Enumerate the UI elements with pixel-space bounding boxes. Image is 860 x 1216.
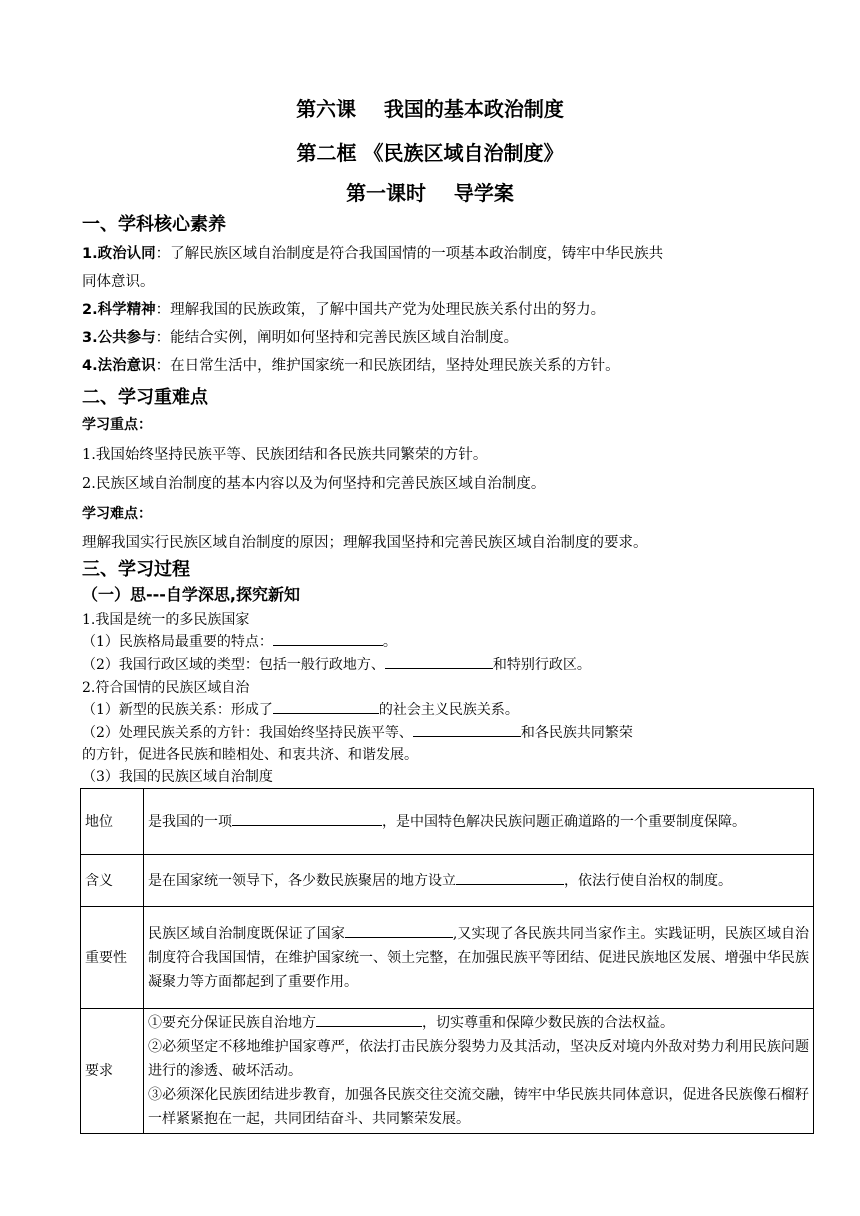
autonomy-system-table [80,788,814,1134]
q2-2-end: 和各民族共同繁荣 [520,725,633,741]
row-label-importance: 重要性 [81,907,144,1009]
requirement-2: ②必须坚定不移地维护国家尊严，依法打击民族分裂势力及其活动，坚决反对境内外敌对势力利用民族问题进行的渗透、破坏活动。 [148,1039,809,1079]
q2-3: （3）我国的民族区域自治制度 [82,769,273,785]
req1-text-a: ①要充分保证民族自治地方 [148,1015,316,1031]
q2-2-text: （2）处理民族关系的方针：我国始终坚持民族平等、 [82,725,413,741]
q2-2-cont: 的方针，促进各民族和睦相处、和衷共济、和谐发展。 [82,747,418,763]
q1-1 [82,631,397,651]
q1-1-blank[interactable] [273,631,383,646]
row-content-meaning [144,855,814,907]
literacy-item-2 [82,298,605,319]
row-content-status [144,789,814,855]
key-points-label: 学习重点： [82,417,152,433]
q1-2-text: （2）我国行政区域的类型：包括一般行政地方、 [82,657,385,673]
literacy-item-4 [82,354,620,375]
literacy-item-3 [82,326,518,347]
q1-2-blank[interactable] [385,654,493,669]
status-text-a: 是我国的一项 [148,813,232,830]
req1-text-b: ，切实尊重和保障少数民族的合法权益。 [422,1015,674,1031]
row-label-meaning: 含义 [81,855,144,907]
literacy-text-3: ：能结合实例，阐明如何坚持和完善民族区域自治制度。 [155,330,519,346]
importance-text-a: 民族区域自治制度既保证了国家 [148,925,345,942]
q1-title: 1.我国是统一的多民族国家 [82,612,250,628]
literacy-text-1: ：了解民族区域自治制度是符合我国国情的一项基本政治制度，铸牢中华民族共 [155,246,664,262]
frame-title: 第二框 《民族区域自治制度》 [296,141,564,165]
requirement-1 [148,1011,809,1035]
q1-2 [82,654,591,674]
q1-1-text: （1）民族格局最重要的特点： [82,634,273,650]
q1-2-end: 和特别行政区。 [492,657,591,673]
section3-heading: 三、学习过程 [82,559,190,580]
importance-text-b: ,又实现了各民族共同当家作主。实践证明，民族区域自治制度符合我国国情，在维护国家统一、领土完整，在加强民族平等团结、促进民族地区发展、增强中华民族凝聚力等方面都起到了重要作用。 [148,925,810,990]
q2-2-blank[interactable] [413,722,521,737]
section2-heading: 二、学习重难点 [82,387,208,408]
q2-1-blank[interactable] [273,699,379,714]
literacy-label-3: 3.公共参与 [82,330,156,346]
requirement-blank[interactable] [316,1012,422,1027]
section1-heading: 一、学科核心素养 [82,214,226,235]
literacy-text-4: ：在日常生活中，维护国家统一和民族团结，坚持处理民族关系的方针。 [155,358,620,374]
status-text-b: ，是中国特色解决民族问题正确道路的一个重要制度保障。 [382,813,746,830]
literacy-item-1-cont: 同体意识。 [82,274,155,290]
table-row [81,907,814,1009]
difficulty-text: 理解我国实行民族区域自治制度的原因；理解我国坚持和完善民族区域自治制度的要求。 [82,535,648,551]
row-label-requirements: 要求 [81,1009,144,1134]
literacy-label-2: 2.科学精神 [82,302,156,318]
difficulty-label: 学习难点： [82,506,152,522]
key-point-2: 2.民族区域自治制度的基本内容以及为何坚持和完善民族区域自治制度。 [82,476,546,492]
q2-1-text: （1）新型的民族关系：形成了 [82,702,273,718]
importance-blank[interactable] [345,923,453,938]
literacy-item-1 [82,242,663,263]
table-row [81,789,814,855]
literacy-label-4: 4.法治意识 [82,358,156,374]
meaning-blank[interactable] [456,870,564,885]
requirement-3: ③必须深化民族团结进步教育，加强各民族交往交流交融，铸牢中华民族共同体意识，促进各民族像石榴籽一样紧紧抱在一起，共同团结奋斗、共同繁荣发展。 [148,1087,809,1127]
think-subheading: （一）思---自学深思,探究新知 [82,585,301,604]
q2-1 [82,699,519,719]
row-label-status: 地位 [81,789,144,855]
lesson-title: 第六课 我国的基本政治制度 [296,97,564,121]
table-row [81,1009,814,1134]
q2-title: 2.符合国情的民族区域自治 [82,680,250,696]
status-blank[interactable] [232,811,382,826]
q2-1-end: 的社会主义民族关系。 [378,702,519,718]
table-row [81,855,814,907]
literacy-text-2: ：理解我国的民族政策，了解中国共产党为处理民族关系付出的努力。 [155,302,606,318]
row-content-requirements [144,1009,814,1134]
q1-1-end: 。 [382,634,397,650]
literacy-label-1: 1.政治认同 [82,246,156,262]
row-content-importance [144,907,814,1009]
key-point-1: 1.我国始终坚持民族平等、民族团结和各民族共同繁荣的方针。 [82,447,488,463]
q2-2 [82,722,633,742]
meaning-text-b: ，依法行使自治权的制度。 [564,872,732,889]
period-title: 第一课时 导学案 [346,181,514,205]
meaning-text-a: 是在国家统一领导下，各少数民族聚居的地方设立 [148,872,456,889]
